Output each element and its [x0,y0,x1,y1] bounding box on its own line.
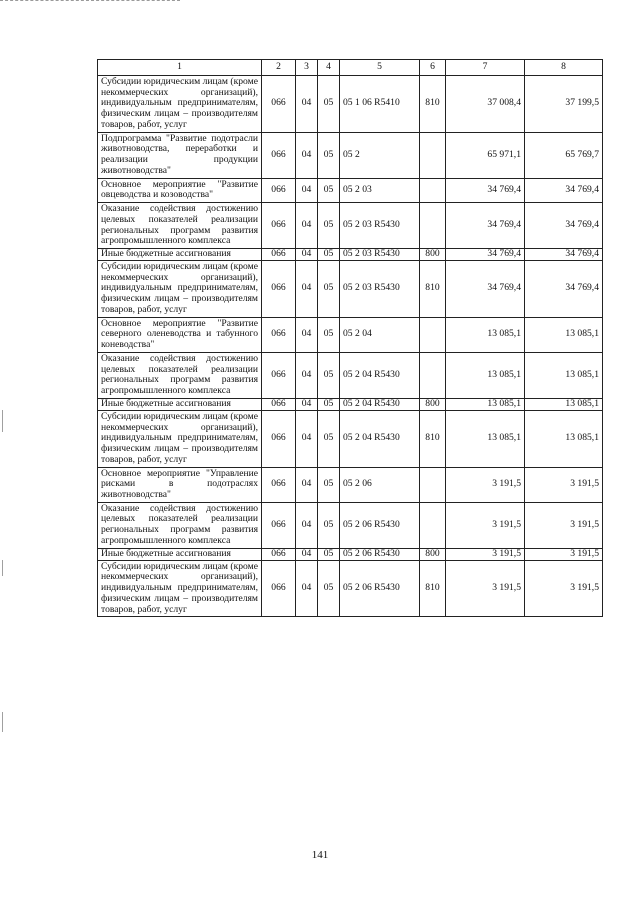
row-vr: 800 [420,398,446,410]
row-name: Основное мероприятие "Управление рисками в подотраслях животноводства" [98,467,262,502]
row-name: Субсидии юридическим лицам (кроме некоммерческих организаций), индивидуальным предпринимателям, физическим лицам – производителям товаров, работ, услуг [98,261,262,318]
row-amount-2: 3 191,5 [525,560,603,617]
row-amount-2: 34 769,4 [525,203,603,249]
row-pr: 05 [318,203,340,249]
row-amount-1: 3 191,5 [446,502,525,548]
page-number: 141 [311,849,329,861]
scan-edge-mark [2,560,3,576]
row-pr: 05 [318,410,340,467]
row-ved: 066 [262,76,296,133]
row-name: Субсидии юридическим лицам (кроме некоммерческих организаций), индивидуальным предпринимателям, физическим лицам – производителям товаров, работ, услуг [98,410,262,467]
table-row [98,548,603,560]
row-vr: 810 [420,76,446,133]
row-name: Оказание содействия достижению целевых показателей реализации региональных программ развития агропромышленного комплекса [98,352,262,398]
row-ved: 066 [262,548,296,560]
row-ved: 066 [262,502,296,548]
row-vr [420,132,446,178]
row-csr: 05 2 03 R5430 [340,261,420,318]
row-csr: 05 2 04 R5430 [340,398,420,410]
row-csr: 05 2 03 [340,178,420,202]
row-name: Подпрограмма "Развитие подотрасли животноводства, переработки и реализации продукции животноводства" [98,132,262,178]
row-pr: 05 [318,467,340,502]
row-amount-2: 34 769,4 [525,178,603,202]
row-pr: 05 [318,352,340,398]
row-rz: 04 [296,398,318,410]
row-amount-1: 3 191,5 [446,560,525,617]
row-vr [420,203,446,249]
row-rz: 04 [296,178,318,202]
header-cell: 6 [420,60,446,76]
row-amount-2: 3 191,5 [525,548,603,560]
row-rz: 04 [296,352,318,398]
row-csr: 05 2 04 R5430 [340,410,420,467]
row-name: Иные бюджетные ассигнования [98,249,262,261]
row-name: Иные бюджетные ассигнования [98,548,262,560]
row-pr: 05 [318,178,340,202]
table-row [98,560,603,617]
scan-edge-mark [2,410,3,432]
table-row [98,132,603,178]
row-vr [420,178,446,202]
row-name: Субсидии юридическим лицам (кроме некоммерческих организаций), индивидуальным предпринимателям, физическим лицам – производителям товаров, работ, услуг [98,76,262,133]
header-cell: 7 [446,60,525,76]
row-pr: 05 [318,249,340,261]
scan-edge-mark [0,0,180,1]
row-csr: 05 1 06 R5410 [340,76,420,133]
row-rz: 04 [296,502,318,548]
row-pr: 05 [318,548,340,560]
row-csr: 05 2 06 R5430 [340,548,420,560]
table-row [98,398,603,410]
row-amount-1: 3 191,5 [446,548,525,560]
row-amount-1: 37 008,4 [446,76,525,133]
row-vr: 810 [420,261,446,318]
row-vr: 810 [420,560,446,617]
row-pr: 05 [318,398,340,410]
row-ved: 066 [262,249,296,261]
row-pr: 05 [318,76,340,133]
budget-table [97,59,603,617]
row-amount-2: 37 199,5 [525,76,603,133]
row-amount-2: 65 769,7 [525,132,603,178]
row-csr: 05 2 03 R5430 [340,249,420,261]
row-name: Иные бюджетные ассигнования [98,398,262,410]
row-rz: 04 [296,548,318,560]
row-amount-1: 34 769,4 [446,178,525,202]
header-cell: 5 [340,60,420,76]
scan-edge-mark [2,712,3,732]
table-row [98,352,603,398]
header-cell: 3 [296,60,318,76]
row-pr: 05 [318,132,340,178]
row-vr: 800 [420,548,446,560]
table-row [98,76,603,133]
table-row [98,178,603,202]
row-amount-1: 13 085,1 [446,398,525,410]
row-rz: 04 [296,249,318,261]
row-amount-1: 13 085,1 [446,352,525,398]
row-ved: 066 [262,560,296,617]
row-pr: 05 [318,502,340,548]
row-amount-2: 3 191,5 [525,502,603,548]
header-cell: 1 [98,60,262,76]
row-ved: 066 [262,261,296,318]
row-ved: 066 [262,132,296,178]
row-pr: 05 [318,261,340,318]
row-amount-2: 13 085,1 [525,317,603,352]
row-amount-1: 34 769,4 [446,261,525,318]
row-rz: 04 [296,467,318,502]
row-ved: 066 [262,178,296,202]
row-vr: 810 [420,410,446,467]
row-vr [420,317,446,352]
table-row [98,249,603,261]
row-ved: 066 [262,203,296,249]
row-pr: 05 [318,560,340,617]
row-amount-1: 13 085,1 [446,317,525,352]
row-rz: 04 [296,560,318,617]
row-rz: 04 [296,410,318,467]
row-csr: 05 2 [340,132,420,178]
row-vr [420,502,446,548]
row-ved: 066 [262,467,296,502]
row-amount-1: 65 971,1 [446,132,525,178]
row-name: Основное мероприятие "Развитие северного оленеводства и табунного коневодства" [98,317,262,352]
row-rz: 04 [296,261,318,318]
row-amount-2: 34 769,4 [525,261,603,318]
row-ved: 066 [262,352,296,398]
row-ved: 066 [262,317,296,352]
row-csr: 05 2 06 [340,467,420,502]
row-vr [420,467,446,502]
row-name: Оказание содействия достижению целевых показателей реализации региональных программ развития агропромышленного комплекса [98,203,262,249]
row-amount-1: 34 769,4 [446,249,525,261]
row-amount-2: 13 085,1 [525,398,603,410]
row-vr: 800 [420,249,446,261]
row-csr: 05 2 06 R5430 [340,560,420,617]
row-ved: 066 [262,410,296,467]
table-header-row [98,60,603,76]
row-amount-2: 13 085,1 [525,410,603,467]
table-row [98,203,603,249]
table-row [98,502,603,548]
row-rz: 04 [296,132,318,178]
row-pr: 05 [318,317,340,352]
table-row [98,261,603,318]
row-amount-2: 34 769,4 [525,249,603,261]
row-amount-1: 13 085,1 [446,410,525,467]
row-ved: 066 [262,398,296,410]
row-csr: 05 2 04 [340,317,420,352]
row-amount-1: 3 191,5 [446,467,525,502]
row-csr: 05 2 06 R5430 [340,502,420,548]
row-amount-1: 34 769,4 [446,203,525,249]
header-cell: 2 [262,60,296,76]
table-row [98,410,603,467]
row-rz: 04 [296,317,318,352]
row-name: Субсидии юридическим лицам (кроме некоммерческих организаций), индивидуальным предпринимателям, физическим лицам – производителям товаров, работ, услуг [98,560,262,617]
row-name: Оказание содействия достижению целевых показателей реализации региональных программ развития агропромышленного комплекса [98,502,262,548]
header-cell: 8 [525,60,603,76]
header-cell: 4 [318,60,340,76]
row-amount-2: 3 191,5 [525,467,603,502]
row-csr: 05 2 04 R5430 [340,352,420,398]
row-csr: 05 2 03 R5430 [340,203,420,249]
row-amount-2: 13 085,1 [525,352,603,398]
row-rz: 04 [296,76,318,133]
row-name: Основное мероприятие "Развитие овцеводства и козоводства" [98,178,262,202]
table-row [98,317,603,352]
table-row [98,467,603,502]
row-rz: 04 [296,203,318,249]
row-vr [420,352,446,398]
